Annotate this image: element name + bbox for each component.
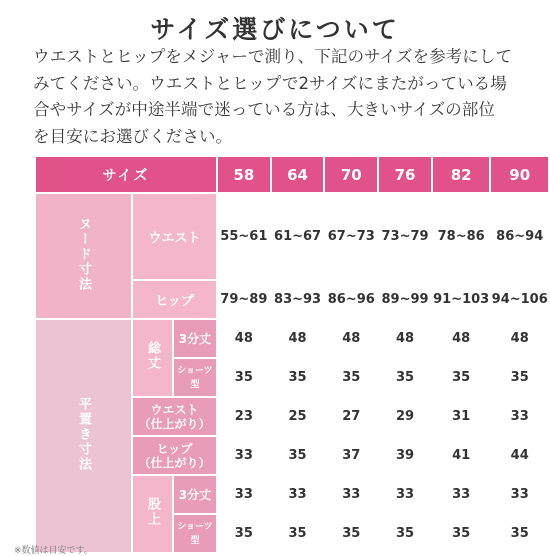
table-cell: 55~61: [218, 194, 270, 279]
intro-text: [33, 44, 533, 150]
footnote: ※数値は目安です。: [14, 546, 93, 556]
table-cell: 35: [272, 437, 324, 474]
waist-label: ウエスト: [133, 194, 216, 279]
table-cell: 25: [272, 398, 324, 435]
table-cell: 35: [325, 515, 377, 552]
table-cell: 35: [272, 359, 324, 396]
table-cell: 41: [433, 437, 490, 474]
table-cell: 86~96: [325, 281, 377, 318]
waist-row: [36, 194, 548, 279]
table-cell: 35: [379, 515, 431, 552]
shorts-label: ショーツ型: [174, 359, 216, 396]
table-cell: 89~99: [379, 281, 431, 318]
intro-line: を目安にお選びください。: [33, 126, 233, 146]
table-cell: 35: [218, 515, 270, 552]
table-cell: 78~86: [433, 194, 490, 279]
table-cell: 39: [379, 437, 431, 474]
intro-line: みてください。ウエストとヒップで2サイズにまたがっている場: [33, 73, 507, 93]
table-cell: 35: [325, 359, 377, 396]
table-cell: 48: [218, 320, 270, 357]
size-header: 58: [218, 157, 270, 192]
table-cell: 86~94: [491, 194, 548, 279]
table-cell: 73~79: [379, 194, 431, 279]
table-cell: 83~93: [272, 281, 324, 318]
table-cell: 48: [433, 320, 490, 357]
size-header: 64: [272, 157, 324, 192]
flat-waist-label: ウエスト （仕上がり）: [133, 398, 216, 435]
size-header: 70: [325, 157, 377, 192]
table-cell: 33: [491, 476, 548, 513]
table-cell: 35: [433, 359, 490, 396]
table-cell: 33: [491, 398, 548, 435]
table-cell: 37: [325, 437, 377, 474]
table-cell: 33: [379, 476, 431, 513]
table-cell: 33: [433, 476, 490, 513]
table-cell: 33: [218, 437, 270, 474]
table-cell: 35: [491, 515, 548, 552]
size-header: 82: [433, 157, 490, 192]
table-cell: 35: [433, 515, 490, 552]
intro-line: ウエストとヒップをメジャーで測り、下記のサイズを参考にして: [33, 47, 513, 66]
size-header-label: サイズ: [36, 157, 216, 192]
nude-section-label: ヌード寸法: [36, 194, 131, 318]
size-header: 90: [491, 157, 548, 192]
table-cell: 35: [491, 359, 548, 396]
table-cell: 48: [379, 320, 431, 357]
table-cell: 79~89: [218, 281, 270, 318]
table-cell: 35: [218, 359, 270, 396]
table-cell: 48: [272, 320, 324, 357]
table-cell: 35: [379, 359, 431, 396]
header-row: [36, 157, 548, 192]
table-cell: 27: [325, 398, 377, 435]
table-cell: 33: [325, 476, 377, 513]
size-header: 76: [379, 157, 431, 192]
hip-label: ヒップ: [133, 281, 216, 318]
rise-label: 股上: [133, 476, 172, 552]
table-cell: 33: [272, 476, 324, 513]
table-cell: 67~73: [325, 194, 377, 279]
shorts-label: ショーツ型: [174, 515, 216, 552]
flat-hip-label: ヒップ （仕上がり）: [133, 437, 216, 474]
table-cell: 94~106: [491, 281, 548, 318]
table-cell: 48: [491, 320, 548, 357]
three-quarter-label: 3分丈: [174, 476, 216, 513]
table-cell: 48: [325, 320, 377, 357]
page-title: サイズ選びについて: [150, 15, 400, 44]
intro-line: 合やサイズが中途半端で迷っている方は、大きいサイズの部位: [33, 100, 495, 119]
table-cell: 29: [379, 398, 431, 435]
table-cell: 23: [218, 398, 270, 435]
size-table: [34, 155, 550, 554]
table-cell: 91~103: [433, 281, 490, 318]
flat-section-label: 平置き寸法: [36, 320, 131, 552]
table-cell: 61~67: [272, 194, 324, 279]
table-cell: 31: [433, 398, 490, 435]
table-cell: 44: [491, 437, 548, 474]
table-cell: 33: [218, 476, 270, 513]
total-length-label: 総丈: [133, 320, 172, 396]
three-quarter-label: 3分丈: [174, 320, 216, 357]
table-cell: 35: [272, 515, 324, 552]
total-length-3-row: [36, 320, 548, 357]
